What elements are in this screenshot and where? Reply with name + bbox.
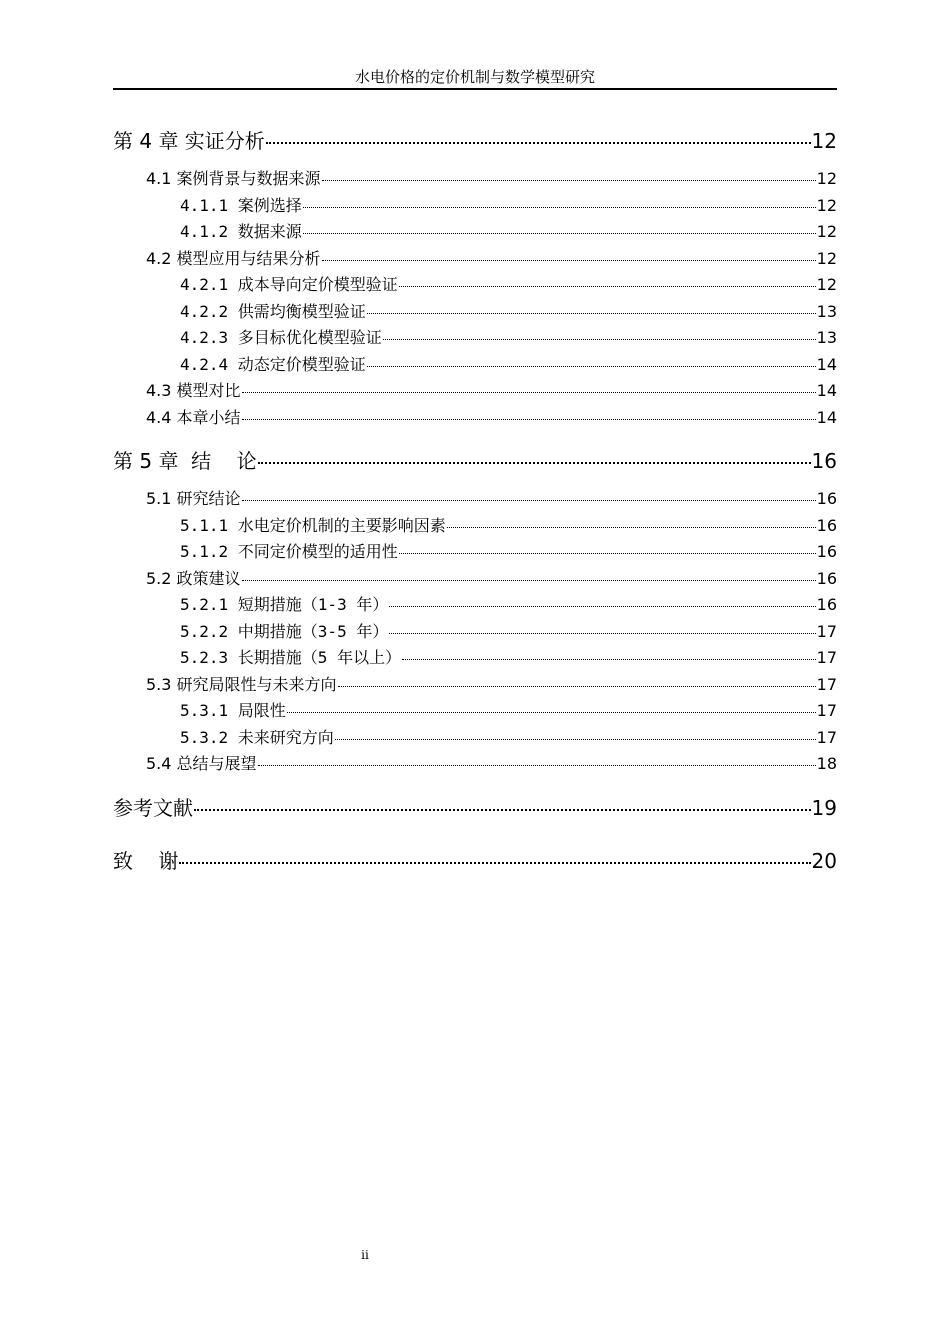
dot-leader (402, 659, 816, 660)
page-number: ii (361, 1248, 369, 1262)
toc-entry-page: 17 (816, 727, 837, 747)
toc-entry-title: 5.1.1 水电定价机制的主要影响因素 (180, 515, 446, 535)
dot-leader (389, 633, 815, 634)
toc-entry-references[interactable] (113, 792, 837, 825)
toc-entry-5-3-1[interactable] (113, 698, 837, 725)
toc-entry-page: 13 (816, 301, 837, 321)
toc-entry-page: 12 (816, 169, 837, 188)
toc-entry-5-2[interactable] (113, 566, 837, 593)
toc-entry-title: 4.2 模型应用与结果分析 (146, 248, 321, 268)
toc-entry-page: 16 (816, 489, 837, 508)
dot-leader (383, 339, 816, 340)
toc-entry-title: 参考文献 (113, 795, 193, 820)
dot-leader (258, 462, 811, 464)
dot-leader (322, 180, 816, 181)
toc-entry-4-2-2[interactable] (113, 299, 837, 326)
toc-entry-title: 5.3.1 局限性 (180, 701, 286, 720)
toc-entry-title: 4.2.3 多目标优化模型验证 (180, 328, 382, 347)
toc-entry-page: 14 (816, 381, 837, 400)
dot-leader (389, 606, 815, 607)
toc-entry-page: 12 (816, 195, 837, 215)
dot-leader (367, 366, 816, 367)
toc-entry-page: 13 (816, 328, 837, 347)
dot-leader (266, 142, 811, 144)
toc-entry-5-1-1[interactable] (113, 513, 837, 540)
toc-entry-page: 12 (816, 275, 837, 294)
page-header: 水电价格的定价机制与数学模型研究 (113, 66, 837, 90)
toc-entry-page: 14 (816, 354, 837, 374)
toc-entry-5-2-3[interactable] (113, 645, 837, 672)
toc-entry-chapter-4[interactable] (113, 125, 837, 158)
toc-entry-page: 16 (816, 542, 837, 561)
toc-entry-title: 5.3.2 未来研究方向 (180, 727, 334, 747)
toc-entry-4-2-1[interactable] (113, 272, 837, 299)
toc-entry-title: 4.2.1 成本导向定价模型验证 (180, 275, 398, 294)
toc-entry-page: 16 (816, 515, 837, 535)
dot-leader (242, 392, 816, 393)
toc-entry-4-1-1[interactable] (113, 193, 837, 220)
toc-entry-page: 17 (816, 621, 837, 641)
toc-entry-4-1[interactable] (113, 166, 837, 193)
toc-entry-page: 16 (816, 568, 837, 588)
toc-entry-page: 12 (816, 222, 837, 241)
toc-entry-5-2-1[interactable] (113, 592, 837, 619)
dot-leader (338, 686, 816, 687)
toc-entry-page: 12 (816, 248, 837, 268)
dot-leader (242, 580, 816, 581)
toc-entry-5-1-2[interactable] (113, 539, 837, 566)
toc-entry-4-2-4[interactable] (113, 352, 837, 379)
toc-entry-title: 4.2.2 供需均衡模型验证 (180, 301, 366, 321)
toc-entry-title: 第 4 章 实证分析 (113, 129, 265, 153)
dot-leader (303, 233, 816, 234)
toc-entry-page: 20 (811, 848, 837, 873)
toc-entry-title: 5.3 研究局限性与未来方向 (146, 674, 337, 694)
toc-entry-5-3[interactable] (113, 672, 837, 699)
dot-leader (322, 260, 816, 261)
dot-leader (258, 765, 816, 766)
dot-leader (303, 207, 816, 208)
dot-leader (367, 313, 816, 314)
toc-entry-page: 16 (816, 595, 837, 614)
toc-entry-title: 5.2.2 中期措施（3-5 年） (180, 621, 389, 641)
toc-entry-title: 5.2.3 长期措施（5 年以上） (180, 648, 402, 667)
toc-entry-title: 5.2 政策建议 (146, 568, 241, 588)
dot-leader (242, 500, 816, 501)
toc-entry-title: 5.1 研究结论 (146, 489, 241, 508)
toc-entry-5-3-2[interactable] (113, 725, 837, 752)
toc-entry-4-2-3[interactable] (113, 325, 837, 352)
toc-entry-title: 4.2.4 动态定价模型验证 (180, 354, 366, 374)
toc-entry-page: 17 (816, 701, 837, 720)
toc-entry-4-3[interactable] (113, 378, 837, 405)
toc-entry-5-2-2[interactable] (113, 619, 837, 646)
toc-entry-page: 12 (811, 129, 837, 153)
toc-entry-title: 4.1.1 案例选择 (180, 195, 302, 215)
toc-entry-5-4[interactable] (113, 751, 837, 778)
toc-entry-title: 第 5 章 结 论 (113, 449, 257, 473)
toc-entry-page: 18 (816, 754, 837, 773)
toc-entry-4-4[interactable] (113, 405, 837, 432)
table-of-contents (113, 125, 837, 878)
toc-entry-page: 16 (811, 449, 837, 473)
toc-entry-page: 17 (816, 674, 837, 694)
toc-entry-title: 致 谢 (113, 848, 179, 873)
dot-leader (242, 419, 816, 420)
toc-entry-acknowledgements[interactable] (113, 845, 837, 878)
dot-leader (179, 862, 810, 864)
toc-entry-5-1[interactable] (113, 486, 837, 513)
toc-entry-page: 19 (811, 795, 837, 820)
toc-entry-4-1-2[interactable] (113, 219, 837, 246)
toc-entry-title: 5.2.1 短期措施（1-3 年） (180, 595, 389, 614)
toc-entry-title: 5.4 总结与展望 (146, 754, 257, 773)
dot-leader (287, 712, 816, 713)
dot-leader (399, 286, 816, 287)
dot-leader (194, 809, 811, 811)
toc-entry-chapter-5[interactable] (113, 445, 837, 478)
dot-leader (399, 553, 816, 554)
toc-entry-title: 4.1.2 数据来源 (180, 222, 302, 241)
dot-leader (335, 739, 816, 740)
toc-entry-title: 4.4 本章小结 (146, 407, 241, 427)
toc-entry-4-2[interactable] (113, 246, 837, 273)
toc-entry-page: 17 (816, 648, 837, 667)
toc-entry-page: 14 (816, 407, 837, 427)
toc-entry-title: 5.1.2 不同定价模型的适用性 (180, 542, 398, 561)
toc-entry-title: 4.3 模型对比 (146, 381, 241, 400)
dot-leader (447, 527, 816, 528)
toc-entry-title: 4.1 案例背景与数据来源 (146, 169, 321, 188)
